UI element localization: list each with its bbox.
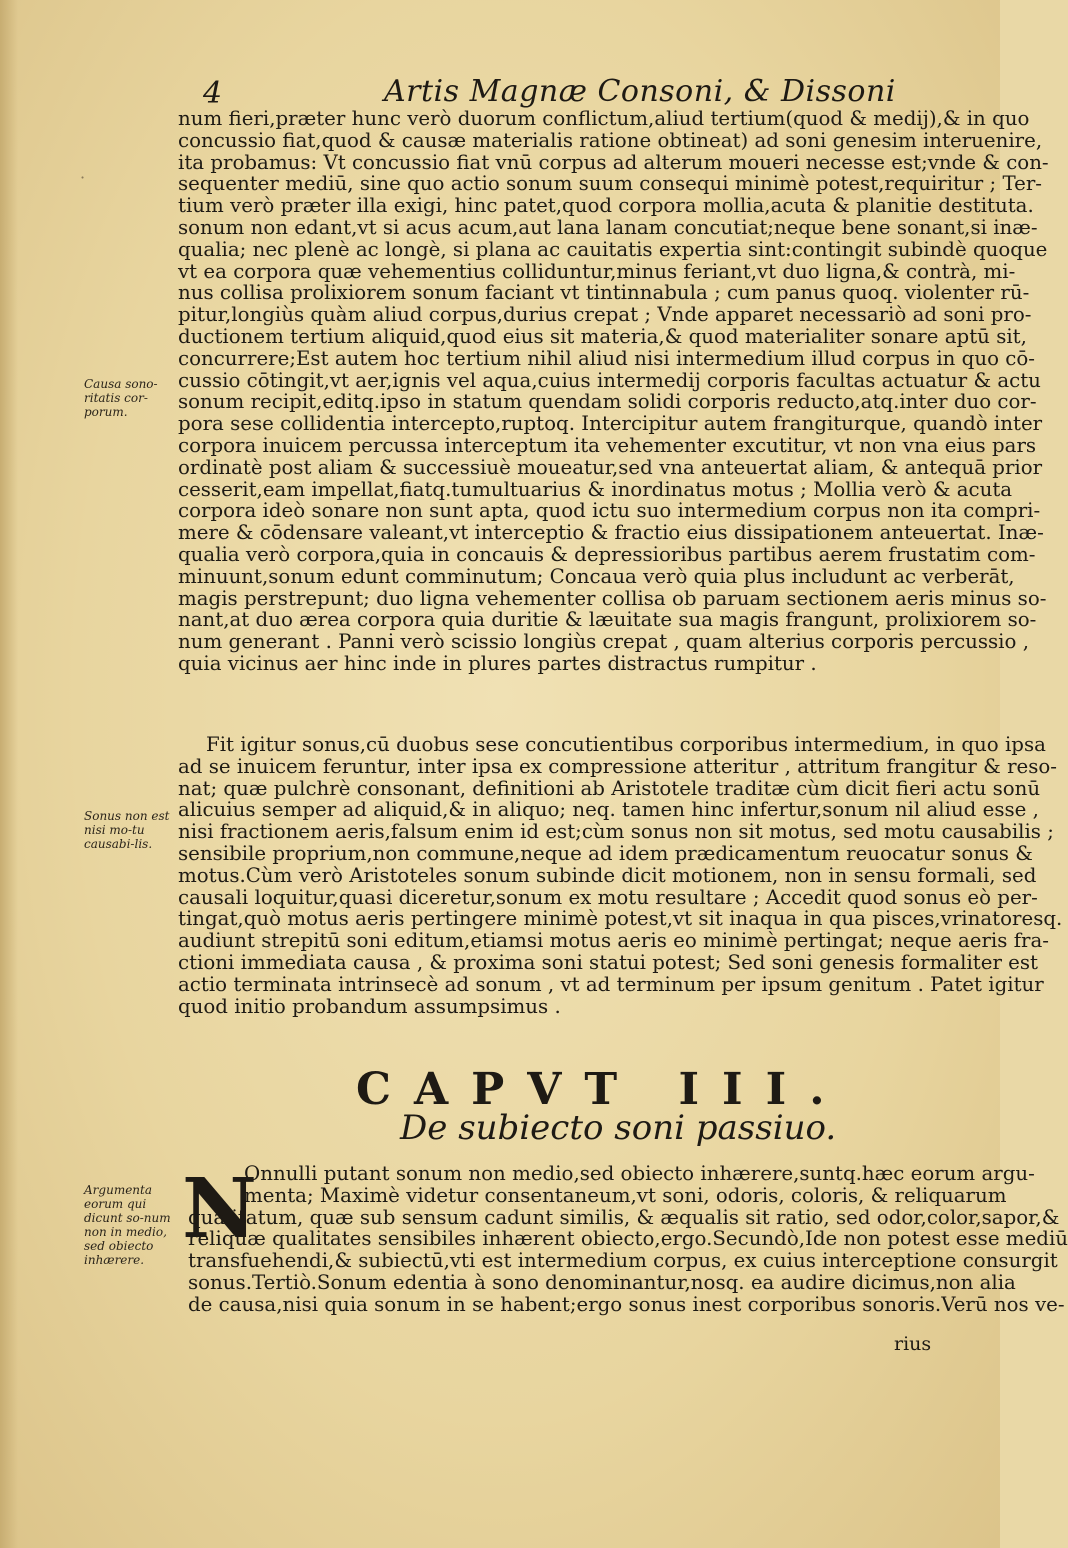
text-line: concussio fiat,quod & causæ materialis ratione obtineat) ad soni genesim interuenire,: [178, 128, 1043, 152]
text-line: num fieri,præter hunc verò duorum conflictum,aliud tertium(quod & medij),& in quo: [178, 107, 1030, 130]
text-line: motus.Cùm verò Aristoteles sonum subinde dicit motionem, non in sensu formali, sed: [178, 863, 1037, 887]
text-line: pitur,longiùs quàm aliud corpus,durius crepat ; Vnde apparet necessariò ad soni pro-: [178, 303, 1032, 327]
page-edge-shadow: [0, 0, 18, 1548]
text-line: sonus.Tertiò.Sonum edentia à sono denominantur,nosq. ea audire dicimus,non alia: [188, 1270, 1016, 1294]
text-line: ad se inuicem feruntur, inter ipsa ex compressione atteritur , attritum frangitur & reso-: [178, 754, 1057, 778]
chapter-subtitle: De subiecto soni passiuo.: [400, 1108, 837, 1148]
text-line: ctioni immediata causa , & proxima soni statui potest; Sed soni genesis formaliter est: [178, 950, 1038, 974]
text-line: qualia verò corpora,quia in concauis & depressioribus partibus aerem frustatim com-: [178, 542, 1036, 566]
chapter-title: CAPVT III.: [356, 1064, 848, 1115]
text-line: tingat,quò motus aeris pertingere minimè potest,vt sit inaqua in qua pisces,vrinatoresq.: [178, 907, 1063, 931]
text-line: nus collisa prolixiorem sonum faciant vt tintinnabula ; cum panus quoq. violenter rū-: [178, 281, 1030, 305]
text-line: nant,at duo ærea corpora quia duritie & læuitate sua magis frangunt, prolixiorem so-: [178, 608, 1037, 632]
text-line: actio terminata intrinsecè ad sonum , vt ad terminum per ipsum genitum . Patet igitur: [178, 972, 1044, 996]
page-number: 4: [203, 76, 223, 111]
text-line: alicuius semper ad aliquid,& in aliquo; neq. tamen hinc infertur,sonum nil aliud esse ,: [178, 798, 1039, 822]
running-head: Artis Magnæ Consoni, & Dissoni: [384, 74, 896, 109]
text-line: concurrere;Est autem hoc tertium nihil aliud nisi intermedium illud corpus in quo cō-: [178, 346, 1035, 370]
text-line: magis perstrepunt; duo ligna vehementer collisa ob paruam sectionem aeris minus so-: [178, 586, 1047, 610]
catchword: rius: [894, 1333, 932, 1355]
text-line: Fit igitur sonus,cū duobus sese concutientibus corporibus intermedium, in quo ipsa: [206, 733, 1046, 756]
paragraph-1: [178, 107, 1049, 675]
text-line: cussio cōtingit,vt aer,ignis vel aqua,cuius intermedij corporis facultas actuatur & actu: [178, 368, 1041, 392]
text-line: Onnulli putant sonum non medio,sed obiecto inhærere,suntq.hæc eorum argu-: [244, 1162, 1035, 1185]
text-line: sonum non edant,vt si acus acum,aut lana lanam concutiat;neque bene sonant,si inæ-: [178, 215, 1038, 239]
text-line: cesserit,eam impellat,fiatq.tumultuarius & inordinatus motus ; Mollia verò & acuta: [178, 477, 1013, 501]
text-line: ita probamus: Vt concussio fiat vnū corpus ad alterum moueri necesse est;vnde & con-: [178, 150, 1049, 174]
text-line: tium verò præter illa exigi, hinc patet,quod corpora mollia,acuta & planitie destituta.: [178, 194, 1034, 218]
chapter-body: [188, 1162, 1068, 1316]
drop-capital: N: [182, 1161, 257, 1257]
text-line: vt ea corpora quæ vehementius colliduntur,minus feriant,vt duo ligna,& contrà, mi-: [178, 259, 1016, 283]
text-line: nisi fractionem aeris,falsum enim id est;cùm sonus non sit motus, sed motu causabilis ;: [178, 820, 1054, 844]
text-line: quod initio probandum assumpsimus .: [178, 994, 561, 1018]
text-line: num generant . Panni verò scissio longiùs crepat , quam alterius corporis percussio ,: [178, 630, 1029, 654]
text-line: ductionem tertium aliquid,quod eius sit materia,& quod materialiter sonare aptū sit,: [178, 324, 1027, 348]
text-line: quia vicinus aer hinc inde in plures partes distractus rumpitur .: [178, 651, 817, 675]
text-line: qualia; nec plenè ac longè, si plana ac cauitatis expertia sint:contingit subindè quoque: [178, 237, 1048, 261]
text-line: menta; Maximè videtur consentaneum,vt soni, odoris, coloris, & reliquarum: [244, 1183, 1007, 1207]
margin-note-motion: Sonus non est nisi mo-tu causabi-lis.: [84, 809, 170, 851]
margin-note-arguments: Argumenta eorum qui dicunt so-num non in medio, sed obiecto inhærere.: [84, 1183, 171, 1267]
text-line: ordinatè post aliam & successiuè moueatur,sed vna anteuertat aliam, & antequā prior: [178, 455, 1043, 479]
text-line: nat; quæ pulchrè consonant, definitioni ab Aristotele traditæ cùm dicit fieri actu sonū: [178, 776, 1041, 800]
text-line: audiunt strepitū soni editum,etiamsi motus aeris eo minimè pertingat; neque aeris fra-: [178, 929, 1049, 953]
margin-smudge: ·: [80, 168, 86, 187]
text-line: de causa,nisi quia sonum in se habent;ergo sonus inest corporibus sonoris.Verū nos ve-: [188, 1292, 1065, 1316]
text-line: sequenter mediū, sine quo actio sonum suum consequi minimè potest,requiritur ; Ter-: [178, 172, 1042, 196]
text-line: causali loquitur,quasi diceretur,sonum ex motu resultare ; Accedit quod sonus eò per-: [178, 885, 1038, 909]
text-line: sonum recipit,editq.ipso in statum quendam solidi corporis reducto,atq.inter duo cor-: [178, 390, 1037, 414]
paragraph-2: [178, 733, 1063, 1018]
text-line: pora sese collidentia intercepto,ruptoq. Intercipitur autem frangiturque, quandò inter: [178, 412, 1043, 436]
text-line: sensibile proprium,non commune,neque ad idem prædicamentum reuocatur sonus &: [178, 841, 1033, 865]
text-line: reliquæ qualitates sensibiles inhærent obiecto,ergo.Secundò,Ide non potest esse mediū: [188, 1227, 1068, 1251]
text-line: minuunt,sonum edunt comminutum; Concaua verò quia plus includunt ac verberāt,: [178, 564, 1015, 588]
margin-note-sonority: Causa sono-ritatis cor-porum.: [84, 377, 158, 419]
text-line: corpora ideò sonare non sunt apta, quod ictu suo intermedium corpus non ita compri-: [178, 499, 1041, 523]
text-line: qualitatum, quæ sub sensum cadunt similis, & æqualis sit ratio, sed odor,color,sapor,&: [188, 1205, 1060, 1229]
text-line: corpora inuicem percussa interceptum ita vehementer excutitur, vt non vna eius pars: [178, 433, 1037, 457]
text-line: transfuehendi,& subiectū,vti est intermedium corpus, ex cuius interceptione consurgit: [188, 1249, 1058, 1273]
text-line: mere & cōdensare valeant,vt interceptio & fractio eius dissipationem anteuertat. Inæ-: [178, 521, 1044, 545]
